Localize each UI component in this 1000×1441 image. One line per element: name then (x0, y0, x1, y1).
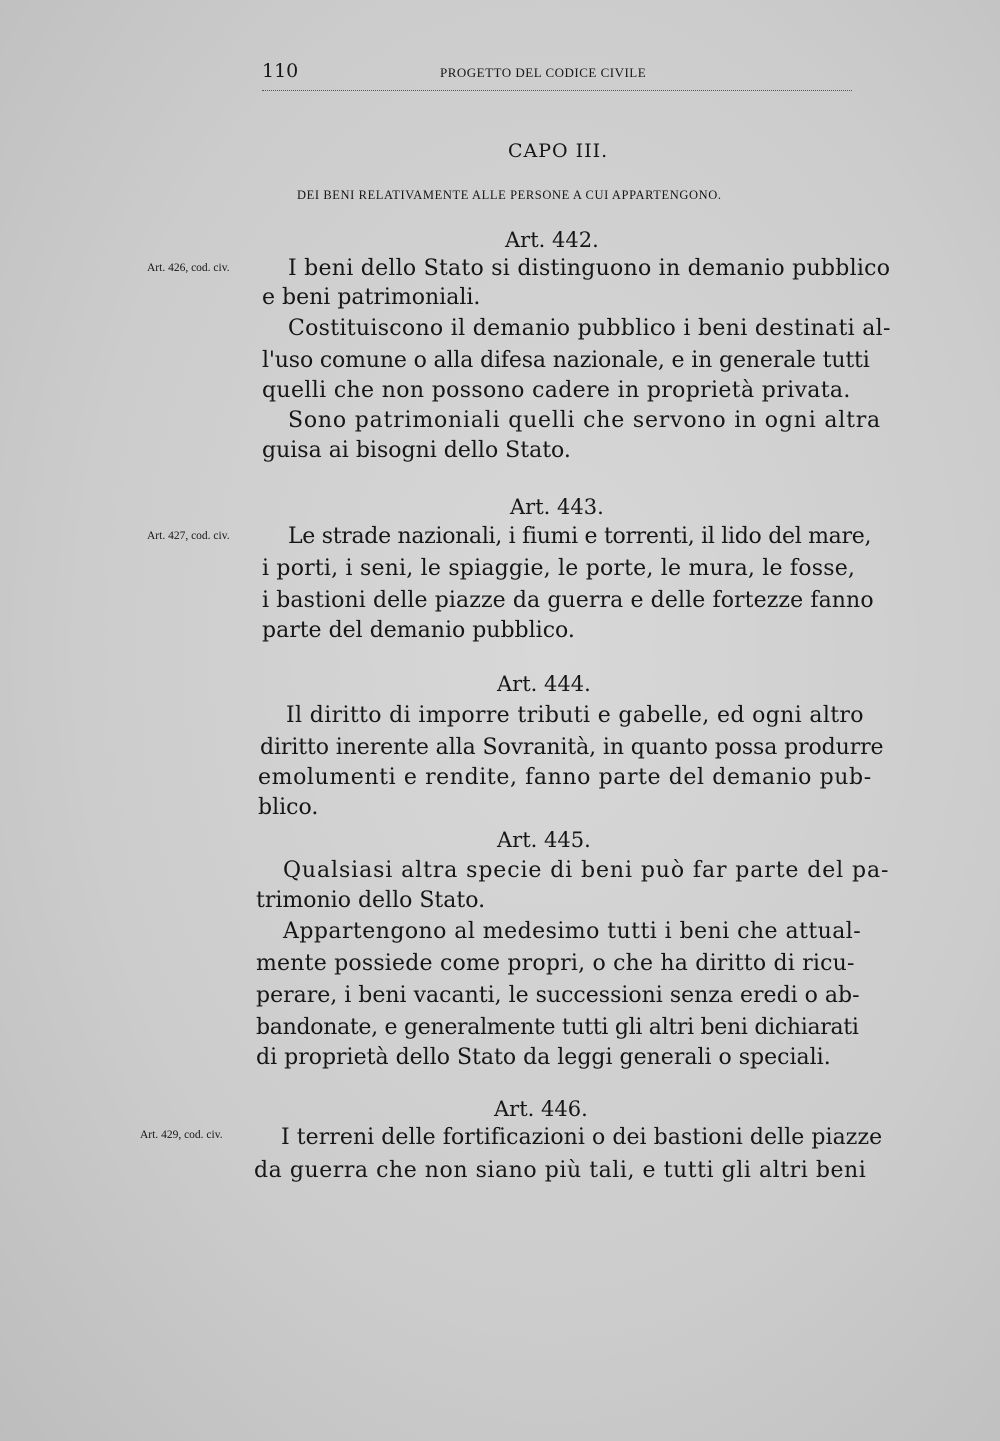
article-heading: Art. 444. (497, 672, 591, 696)
text-line: Le strade nazionali, i fiumi e torrenti, il lido del mare, (288, 524, 872, 549)
text-line: I terreni delle fortificazioni o dei bastioni delle piazze (281, 1125, 883, 1150)
margin-note: Art. 426, cod. civ. (147, 262, 230, 274)
text-line: guisa ai bisogni dello Stato. (262, 438, 571, 463)
text-line: I beni dello Stato si distinguono in demanio pubblico (288, 256, 891, 281)
text-line: mente possiede come propri, o che ha diritto di ricu- (256, 951, 855, 976)
text-line: quelli che non possono cadere in proprietà privata. (262, 378, 851, 403)
chapter-title: CAPO III. (508, 140, 609, 162)
text-line: da guerra che non siano più tali, e tutti gli altri beni (254, 1158, 867, 1183)
text-line: bandonate, e generalmente tutti gli altri beni dichiarati (256, 1015, 859, 1040)
article-heading: Art. 443. (510, 495, 604, 519)
chapter-subtitle: DEI BENI RELATIVAMENTE ALLE PERSONE A CUI APPARTENGONO. (297, 188, 722, 202)
text-line: e beni patrimoniali. (262, 285, 481, 310)
text-line: i porti, i seni, le spiaggie, le porte, le mura, le fosse, (262, 556, 856, 581)
text-line: blico. (258, 795, 319, 820)
text-line: Costituiscono il demanio pubblico i beni destinati al- (288, 316, 891, 341)
margin-note: Art. 427, cod. civ. (147, 530, 230, 542)
text-line: l'uso comune o alla difesa nazionale, e in generale tutti (262, 348, 870, 373)
page-number: 110 (262, 60, 299, 82)
text-line: Sono patrimoniali quelli che servono in ogni altra (288, 408, 881, 433)
text-line: i bastioni delle piazze da guerra e delle fortezze fanno (262, 588, 874, 613)
text-line: di proprietà dello Stato da leggi generali o speciali. (256, 1045, 831, 1070)
text-line: Il diritto di imporre tributi e gabelle, ed ogni altro (286, 703, 864, 728)
page-header (262, 60, 852, 91)
text-line: Appartengono al medesimo tutti i beni che attual- (283, 919, 862, 944)
running-title: PROGETTO DEL CODICE CIVILE (440, 65, 647, 80)
article-heading: Art. 445. (497, 828, 591, 852)
text-line: parte del demanio pubblico. (262, 618, 575, 643)
article-heading: Art. 446. (494, 1097, 588, 1121)
text-line: emolumenti e rendite, fanno parte del demanio pub- (258, 765, 872, 790)
text-line: trimonio dello Stato. (256, 888, 486, 913)
text-line: perare, i beni vacanti, le successioni senza eredi o ab- (256, 983, 860, 1008)
article-heading: Art. 442. (505, 228, 599, 252)
text-line: diritto inerente alla Sovranità, in quanto possa produrre (260, 735, 884, 760)
text-line: Qualsiasi altra specie di beni può far parte del pa- (283, 858, 890, 883)
margin-note: Art. 429, cod. civ. (140, 1129, 223, 1141)
